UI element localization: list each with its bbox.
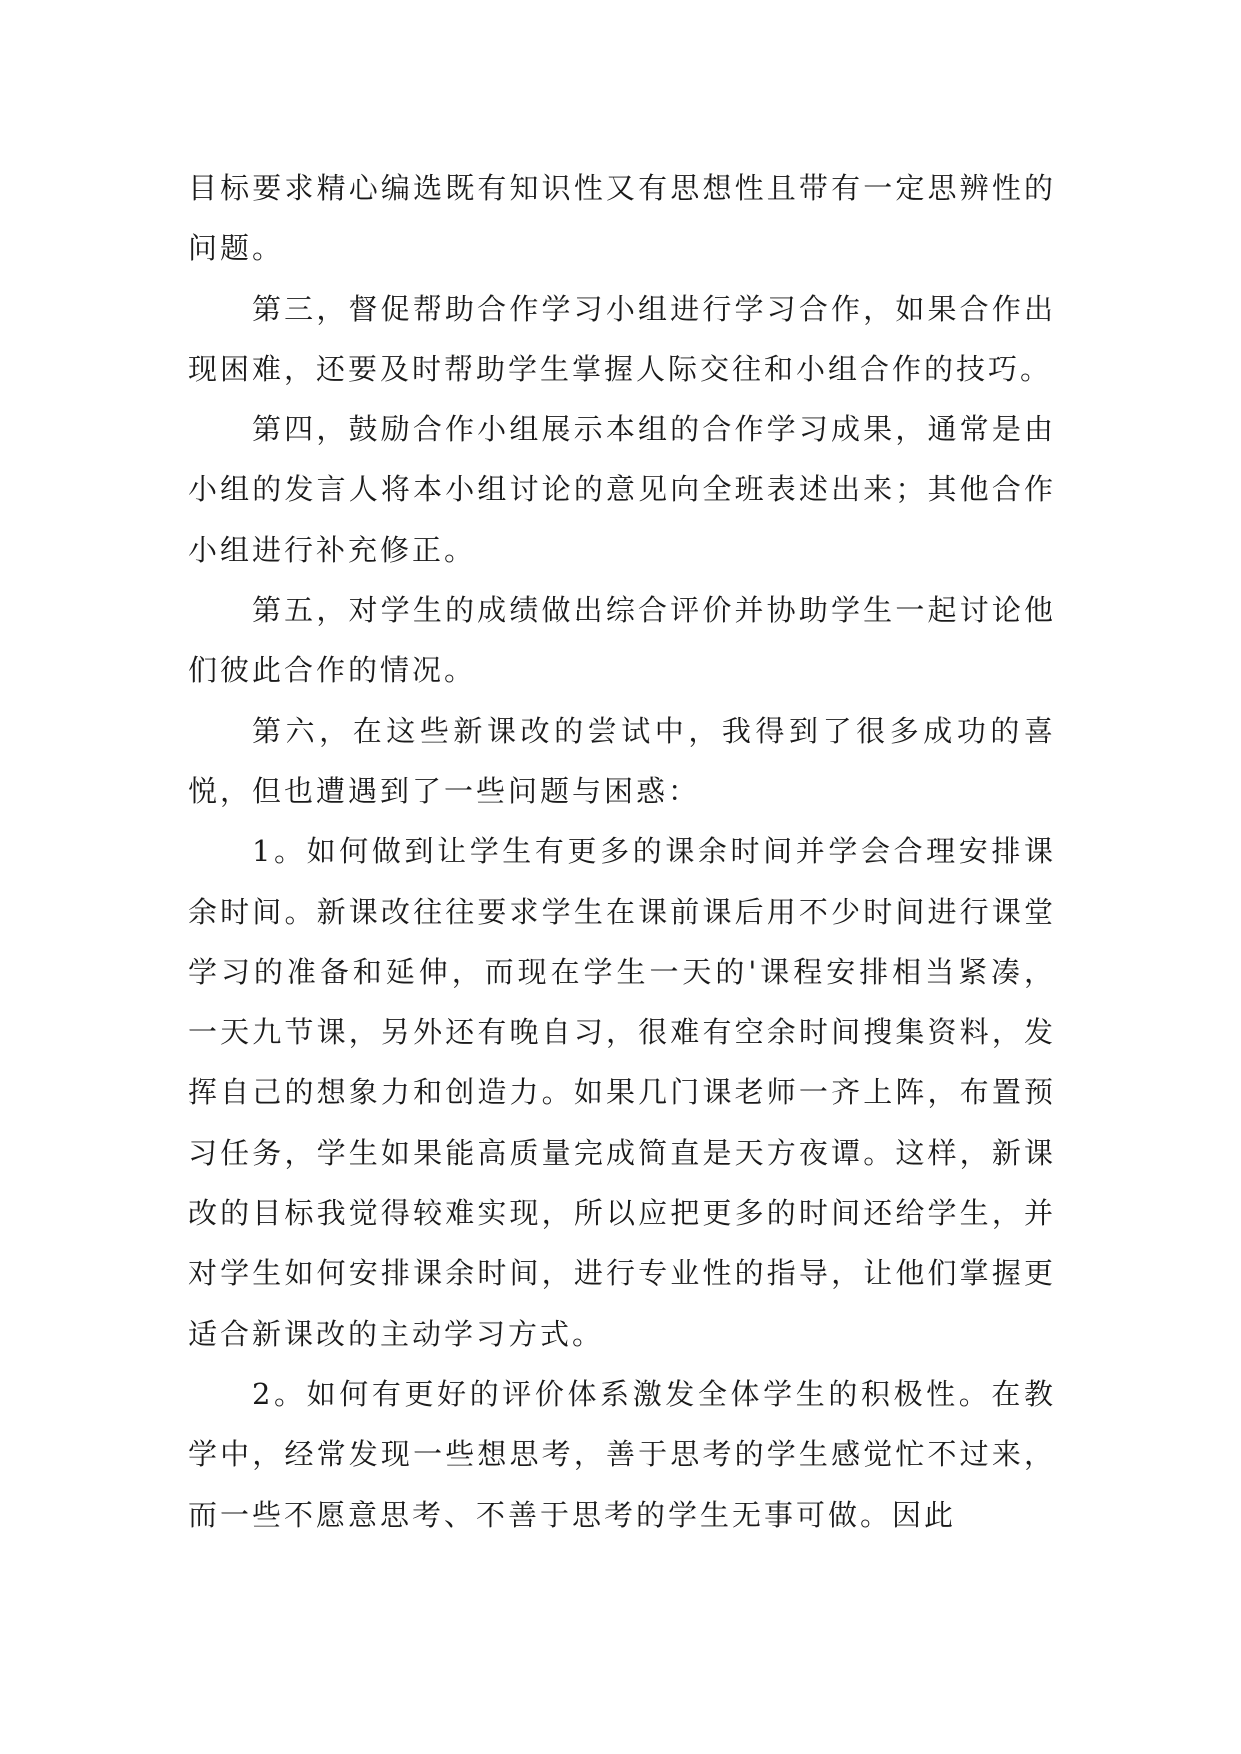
body-text bbox=[188, 158, 1056, 1545]
paragraph-continuation: 目标要求精心编选既有知识性又有思想性且带有一定思辨性的问题。 bbox=[188, 171, 1056, 266]
paragraph-sixth: 第六，在这些新课改的尝试中，我得到了很多成功的喜悦，但也遭遇到了一些问题与困惑： bbox=[188, 713, 1056, 808]
paragraph-fifth: 第五，对学生的成绩做出综合评价并协助学生一起讨论他们彼此合作的情况。 bbox=[188, 593, 1056, 688]
paragraph-item-2: 2。如何有更好的评价体系激发全体学生的积极性。在教学中，经常发现一些想思考，善于思考的学生感觉忙不过来，而一些不愿意思考、不善于思考的学生无事可做。因此 bbox=[188, 1376, 1056, 1532]
paragraph-third: 第三，督促帮助合作学习小组进行学习合作，如果合作出现困难，还要及时帮助学生掌握人际交往和小组合作的技巧。 bbox=[188, 291, 1056, 386]
paragraph-item-1: 1。如何做到让学生有更多的课余时间并学会合理安排课余时间。新课改往往要求学生在课前课后用不少时间进行课堂学习的准备和延伸，而现在学生一天的'课程安排相当紧凑，一天九节课，另外还有晚自习，很难有空余时间搜集资料，发挥自己的想象力和创造力。如果几门课老师一齐上阵，布置预习任务，学生如果能高质量完成简直是天方夜谭。这样，新课改的目标我觉得较难实现，所以应把更多的时间还给学生，并对学生如何安排课余时间，进行专业性的指导，让他们掌握更适合新课改的主动学习方式。 bbox=[188, 834, 1056, 1351]
paragraph-fourth: 第四，鼓励合作小组展示本组的合作学习成果，通常是由小组的发言人将本小组讨论的意见向全班表述出来；其他合作小组进行补充修正。 bbox=[188, 412, 1056, 567]
